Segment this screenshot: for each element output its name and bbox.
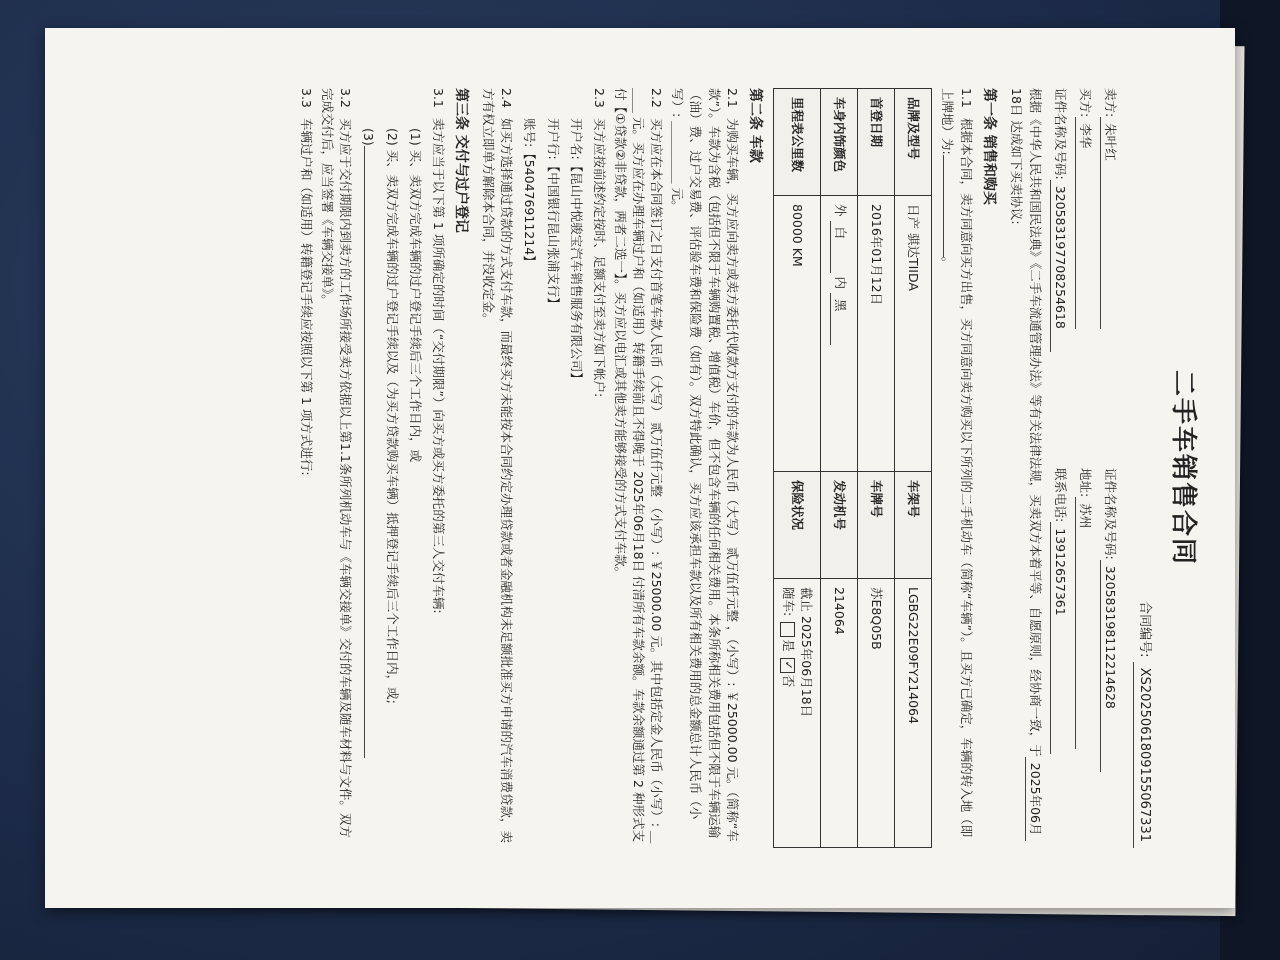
bank-label: 开户行:【 <box>545 118 561 173</box>
clause-number: 1.1 <box>958 88 974 108</box>
contract-sheet <box>45 28 1235 908</box>
clause-text: 买方应于交付期限内到卖方的工作场所接受卖方依据以上第1.1条所列机动车与《车辆交接单》交付的车辆及随车材料与文件。双方完成交付后，应当签署《车辆交接单》。 <box>320 88 354 838</box>
exterior-color: 白 <box>830 221 849 273</box>
intro-text-2: 18日 达成如下买卖协议: <box>1008 88 1024 225</box>
table-row <box>895 89 932 848</box>
contract-document <box>45 28 1235 908</box>
buyer-id-row <box>1050 88 1069 848</box>
seller-row <box>1100 88 1119 848</box>
interior-color: 黑 <box>830 293 849 345</box>
buyer-row <box>1075 88 1094 848</box>
table-row <box>821 89 858 848</box>
document-title: 二手车销售合同 <box>1168 369 1198 566</box>
account-value: 540476911214 <box>522 159 538 256</box>
yes-checkbox <box>780 622 795 637</box>
reg-date-value: 2016年01月12日 <box>858 196 895 472</box>
mileage-value: 80000 KM <box>774 196 821 472</box>
contract-number <box>1133 88 1153 848</box>
bracket: 】 <box>545 297 561 310</box>
reg-date-label: 首登日期 <box>858 89 895 196</box>
account-label: 账号:【 <box>522 118 538 160</box>
color-value <box>821 196 858 472</box>
option-3 <box>359 128 377 848</box>
clause-number: 2.3 <box>591 88 607 108</box>
intro-text: 根据《中华人民共和国民法典》《二手车流通管理办法》等有关法律法规，买卖双方本着平等、自愿原则，经协商一致，于 <box>1028 88 1044 757</box>
clause-text: 如买方选择通过贷款的方式支付车款，而最终买方未能按本合同约定办理贷款或者金融机构未足额批准买方申请的汽车消费贷款，卖方有权立即单方解除本合同，并没收定金。 <box>481 88 515 844</box>
yes-label: 是 <box>781 639 797 652</box>
vehicle-info-table <box>773 88 932 848</box>
insurance-value <box>774 579 821 848</box>
article-3-1 <box>429 88 447 848</box>
phone-value: 13912657361 <box>1050 522 1069 754</box>
seller-id-label: 证件名称及号码: <box>1103 468 1119 560</box>
exterior-label: 外 <box>832 204 848 217</box>
buyer-name: 李华 <box>1075 117 1094 329</box>
follow-car-docs <box>779 587 797 839</box>
article-1-title: 第一条 销售和购买 <box>980 88 997 205</box>
clause-text: 买方应在本合同签订之日支付首笔车款人民币（大写） 贰万伍仟元整 （小写）: ￥25000.00 元。其中包括定金人民币（小写）: ＿＿＿ 元。买方应在办理车辆过户和（如适用）转籍手续前且不得晚于 2025年06月18日 付清所有车款余额。车款余额通过第 2 种形式支付【①贷款②非贷款，两者二选一】。买方应以电汇或其他卖方能够接受的方式支付车款。 <box>613 88 665 844</box>
bracket: 】 <box>522 255 538 268</box>
insurance-until: 截止 2025年06月18日 <box>799 587 815 718</box>
clause-text: 为购买车辆，买方应向卖方或卖方委托代收款方支付的车款为人民币（大写） 贰万伍仟元整 ，（小写）: ￥25000.00 元。（简称“车款”）。车款为含税（包括但不限于车辆购置税、增值税）车价，但不包含车辆的任何相关费用。本条所称相关费用包括但不限于车辆运输（油）费、过户交易费、评估验车费和保险费（如有）。双方特此确认，买方应该承担车款以及所有相关费用的总金额总计人民币（小写）: ＿＿＿＿＿ 元。 <box>670 88 740 842</box>
clause-number: 2.1 <box>724 88 740 108</box>
option-2: (2) 买、卖双方完成车辆的过户登记手续以及（为买方贷款购买车辆）抵押登记手续后三个工作日内，或; <box>384 128 400 704</box>
plate-label: 车牌号 <box>858 472 895 579</box>
article-2-4 <box>479 88 515 848</box>
bank-value: 中国银行昆山张浦支行 <box>545 172 561 298</box>
bank-name-value: 昆山中悦骏宝汽车销售服务有限公司 <box>568 172 584 373</box>
buyer-id-label: 证件名称及号码: <box>1053 88 1069 180</box>
interior-label: 内 <box>832 276 848 289</box>
brand-label: 品牌及型号 <box>895 89 932 196</box>
bank-account <box>520 118 538 848</box>
article-3-3 <box>297 88 315 848</box>
article-3-title: 第三条 交付与过户登记 <box>453 88 470 233</box>
phone-label: 联系电话: <box>1053 468 1069 523</box>
plate-value: 苏E8Q05B <box>858 579 895 848</box>
no-label: 否 <box>781 674 797 688</box>
buyer-label: 买方: <box>1078 88 1094 118</box>
vin-value: LGBG22E09FY214064 <box>895 579 932 848</box>
intro-paragraph <box>1007 88 1044 848</box>
article-2-3 <box>590 88 608 848</box>
clause-number: 2.2 <box>649 88 665 108</box>
address-value: 苏州 <box>1075 497 1094 749</box>
table-row <box>774 89 821 848</box>
mileage-label: 里程表公里数 <box>774 89 821 196</box>
clause-end: 。 <box>940 256 956 270</box>
option-3-label: (3) <box>361 128 377 146</box>
vin-label: 车架号 <box>895 472 932 579</box>
bank-branch <box>544 118 562 848</box>
intro-date: 2025年06月 <box>1025 757 1044 842</box>
clause-text: 卖方应当于以下第 1 项所确定的时间（“交付期限”）向买方或买方委托的第三人交付车辆: <box>430 118 446 614</box>
seller-name: 朱叶红 <box>1100 117 1119 329</box>
article-1-1 <box>938 88 974 848</box>
color-label: 车身内饰颜色 <box>821 89 858 196</box>
clause-number: 3.3 <box>299 88 315 108</box>
address-label: 地址: <box>1078 468 1094 498</box>
clause-text: 车辆过户和（如适用）转籍登记手续应按照以下第 1 项方式进行: <box>299 118 315 476</box>
seller-label: 卖方: <box>1103 88 1119 118</box>
buyer-id-value: 320583197708254618 <box>1050 180 1069 352</box>
insurance-label: 保险状况 <box>774 472 821 579</box>
follow-label: 随车: <box>781 587 797 617</box>
article-2-1 <box>668 88 741 848</box>
clause-text: 买方应按前述约定按时、足额支付至卖方如下帐户: <box>591 118 607 398</box>
brand-value: 日产 骐达TIIDA <box>895 196 932 472</box>
article-3-2 <box>318 88 354 848</box>
table-row <box>858 89 895 848</box>
seller-id-value: 320583198112214628 <box>1100 560 1119 772</box>
article-2-title: 第二条 车款 <box>747 88 764 163</box>
engine-value: 214064 <box>821 579 858 848</box>
bank-name-label: 开户名:【 <box>568 118 584 173</box>
contract-number-label: 合同编号: <box>1137 601 1153 658</box>
clause-number: 3.2 <box>338 88 354 108</box>
no-checkbox: ✓ <box>780 658 795 673</box>
option-1: (1) 买、卖双方完成车辆的过户登记手续后三个工作日内，或 <box>407 128 423 463</box>
clause-number: 3.1 <box>430 88 446 108</box>
clause-text: 根据本合同，卖方同意向买方出售，买方同意向卖方购买以下所列的二手机动车（简称“车辆”）。且买方已确定，车辆的转入地（即上牌地）为: <box>940 88 974 838</box>
bracket: 】 <box>568 372 584 385</box>
clause-number: 2.4 <box>499 88 515 108</box>
article-2-2 <box>611 88 665 848</box>
bank-account-name <box>567 118 585 848</box>
engine-label: 发动机号 <box>821 472 858 579</box>
contract-number-value: XS20250618091550673​31 <box>1133 662 1153 848</box>
